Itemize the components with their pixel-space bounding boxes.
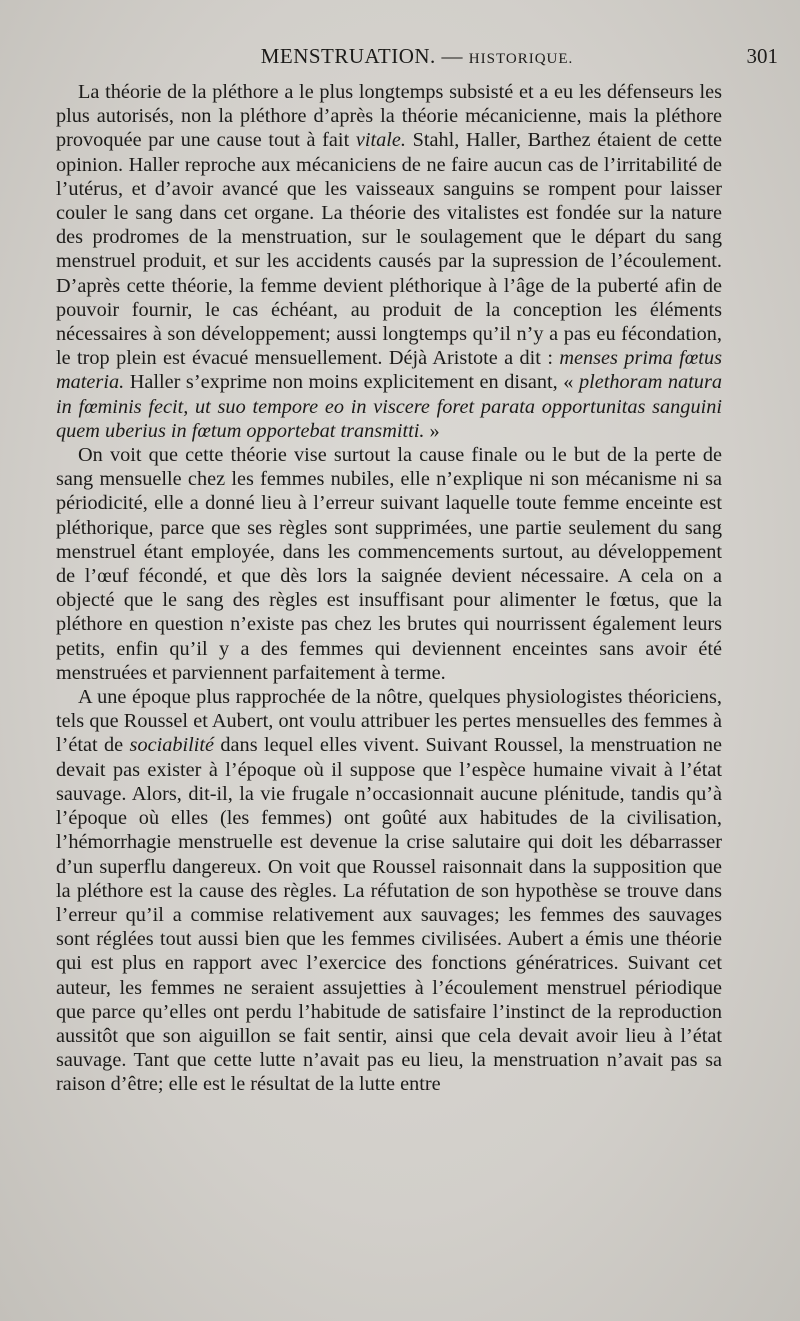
paragraph <box>56 685 722 1096</box>
page-header <box>56 44 778 74</box>
text-run: A une époque plus rapprochée de la nôtre, quelques physiologistes théoriciens, tels que Roussel et Aubert, ont voulu attribuer les pertes mensuelles des femmes à l’état de <box>56 686 722 757</box>
text-run: La théorie de la pléthore a le plus longtemps subsisté et a eu les défenseurs les plus autorisés, non la pléthore d’après la théorie mécanicienne, mais la pléthore provoquée par une cause tout à fait <box>56 81 722 152</box>
text-run: Stahl, Haller, Barthez étaient de cette opinion. Haller reproche aux mécaniciens de ne faire aucun cas de l’irritabilité de l’utérus, et d’avoir avancé que les vaisseaux sanguins se rompent pour laisser couler le sang dans cet organe. La théorie des vitalistes est fondée sur la nature des prodromes de la menstruation, sur le soulagement que le départ du sang menstruel produit, et sur les accidents causés par la supression de l’écoulement. D’après cette théorie, la femme devient pléthorique à l’âge de la puberté afin de pouvoir fournir, le cas échéant, au produit de la conception les éléments nécessaires à son développement; aussi longtemps qu’il n’y a pas eu fécondation, le trop plein est évacué mensuellement. Déjà Aristote a dit : <box>56 129 722 370</box>
italic-text-run: vitale. <box>355 129 406 152</box>
paragraph <box>56 443 722 685</box>
text-run: On voit que cette théorie vise surtout la cause finale ou le but de la perte de sang mensuelle chez les femmes nubiles, elle n’explique ni son mécanisme ni sa périodicité, elle a donné lieu à l’erreur suivant laquelle toute femme enceinte est pléthorique, parce que ses règles sont supprimées, une partie seulement du sang menstruel étant employée, dans les commencements surtout, au développement de l’œuf fécondé, et que dès lors la saignée devient nécessaire. A cela on a objecté que le sang des règles est insuffisant pour alimenter le fœtus, que la pléthore en question n’existe pas chez les brutes qui nourrissent également leurs petits, enfin qu’il y a des femmes qui deviennent enceintes sans avoir été menstruées et parviennent parfaitement à terme. <box>56 444 722 684</box>
running-title <box>56 44 778 69</box>
body-text <box>56 80 722 1097</box>
running-title-main: MENSTRUATION. <box>260 44 436 68</box>
page-number: 301 <box>746 44 778 68</box>
italic-text-run: plethoram natura in fœminis fecit, ut suo tempore eo in viscere foret parata opportunitas sanguini quem uberius in fœtum opportebat transmitti. <box>56 371 722 442</box>
running-title-dash: — <box>441 44 464 68</box>
running-title-subtitle: HISTORIQUE. <box>468 51 574 67</box>
paragraph <box>56 80 722 443</box>
text-run: Haller s’exprime non moins explicitement en disant, « <box>124 371 579 394</box>
text-run: dans lequel elles vivent. Suivant Roussel, la menstruation ne devait pas exister à l’époque où il suppose que l’espèce humaine vivait à l’état sauvage. Alors, dit-il, la vie frugale n’occasionnait aucune plénitude, tandis qu’à l’époque où elles (les femmes) ont goûté aux habitudes de la civilisation, l’hémorrhagie menstruelle est devenue la crise salutaire qui doit les débarrasser d’un superflu dangereux. On voit que Roussel raisonnait dans la supposition que la pléthore est la cause des règles. La réfutation de son hypothèse se trouve dans l’erreur qu’il a commise relativement aux sauvages; les femmes des sauvages sont réglées tout aussi bien que les femmes civilisées. Aubert a émis une théorie qui est plus en rapport avec l’exercice des fonctions génératrices. Suivant cet auteur, les femmes ne seraient assujetties à l’écoulement menstruel périodique que parce qu’elles ont perdu l’habitude de satisfaire l’instinct de la reproduction aussitôt que son aiguillon se fait sentir, ainsi que cela devait avoir lieu à l’état sauvage. Tant que cette lutte n’avait pas eu lieu, la menstruation n’avait pas sa raison d’être; elle est le résultat de la lutte entre <box>56 734 722 1096</box>
text-run: » <box>424 419 440 442</box>
italic-text-run: sociabilité <box>129 734 215 757</box>
italic-text-run: menses prima fœtus materia. <box>56 347 722 394</box>
